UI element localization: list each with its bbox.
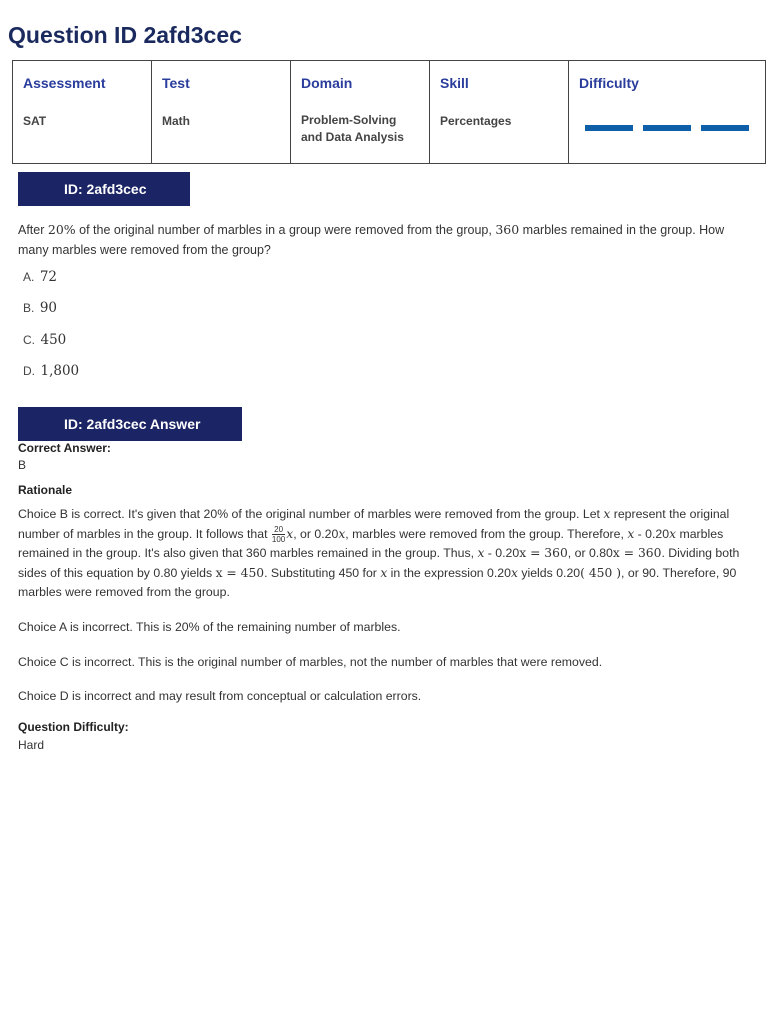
meta-header-domain: Domain <box>301 75 353 91</box>
answer-id-banner: ID: 2afd3cec Answer <box>18 407 242 441</box>
question-id-banner: ID: 2afd3cec <box>18 172 190 206</box>
choice-d-explanation: Choice D is incorrect and may result from conceptual or calculation errors. <box>18 689 422 703</box>
difficulty-bar <box>585 125 633 131</box>
page-title: Question ID 2afd3cec <box>8 22 242 48</box>
choice-c[interactable]: C. 450 <box>23 332 67 348</box>
meta-value-assessment: SAT <box>23 114 47 128</box>
meta-value-skill: Percentages <box>440 114 512 128</box>
question-difficulty-label: Question Difficulty: <box>18 720 129 734</box>
choice-d[interactable]: D. 1,800 <box>23 363 80 379</box>
meta-cell-domain <box>291 61 430 164</box>
meta-cell-difficulty <box>569 61 766 164</box>
difficulty-bar <box>701 125 749 131</box>
question-text: After 20% of the original number of marbles in a group were removed from the group, 360 marbles remained in the group. How many marbles were removed from the group? <box>18 222 725 257</box>
question-difficulty-value: Hard <box>18 738 45 752</box>
meta-cell-skill <box>430 61 569 164</box>
meta-header-difficulty: Difficulty <box>579 75 639 91</box>
rationale-label: Rationale <box>18 483 73 497</box>
choice-c-explanation: Choice C is incorrect. This is the original number of marbles, not the number of marbles that were removed. <box>18 655 603 669</box>
meta-header-test: Test <box>162 75 190 91</box>
fraction: $\frac{20}{100}$ <box>271 524 286 544</box>
correct-answer-value: B <box>18 458 27 472</box>
rationale-text: Choice B is correct. It's given that 20% of the original number of marbles were removed from the group. Let x represent the original number of marbles in the group. It follows that $\frac{20}{100}$ x, or 0.20x, marbles were removed from the group. Therefore, x - 0.20x marbles remained in the group. It's also given that 360 marbles remained in the group. Thus, x - 0.20x = 360, or 0.80x = 360. Dividing both sides of this equation by 0.80 yields x = 450. Substituting 450 for x in the expression 0.20x yields 0.20( 450 ), or 90. Therefore, 90 marbles were removed from the group. <box>18 507 740 600</box>
correct-answer-label: Correct Answer: <box>18 441 111 455</box>
question-meta-table <box>12 60 766 164</box>
meta-cell-assessment <box>13 61 152 164</box>
choice-a-explanation: Choice A is incorrect. This is 20% of the remaining number of marbles. <box>18 620 401 634</box>
choice-b[interactable]: B. 90 <box>23 300 58 316</box>
meta-value-domain: Problem-Solving and Data Analysis <box>301 113 404 144</box>
meta-cell-test <box>152 61 291 164</box>
difficulty-bar <box>643 125 691 131</box>
difficulty-indicator <box>585 125 755 131</box>
meta-header-skill: Skill <box>440 75 469 91</box>
meta-header-assessment: Assessment <box>23 75 106 91</box>
meta-value-test: Math <box>162 114 190 128</box>
choice-a[interactable]: A. 72 <box>23 269 58 285</box>
